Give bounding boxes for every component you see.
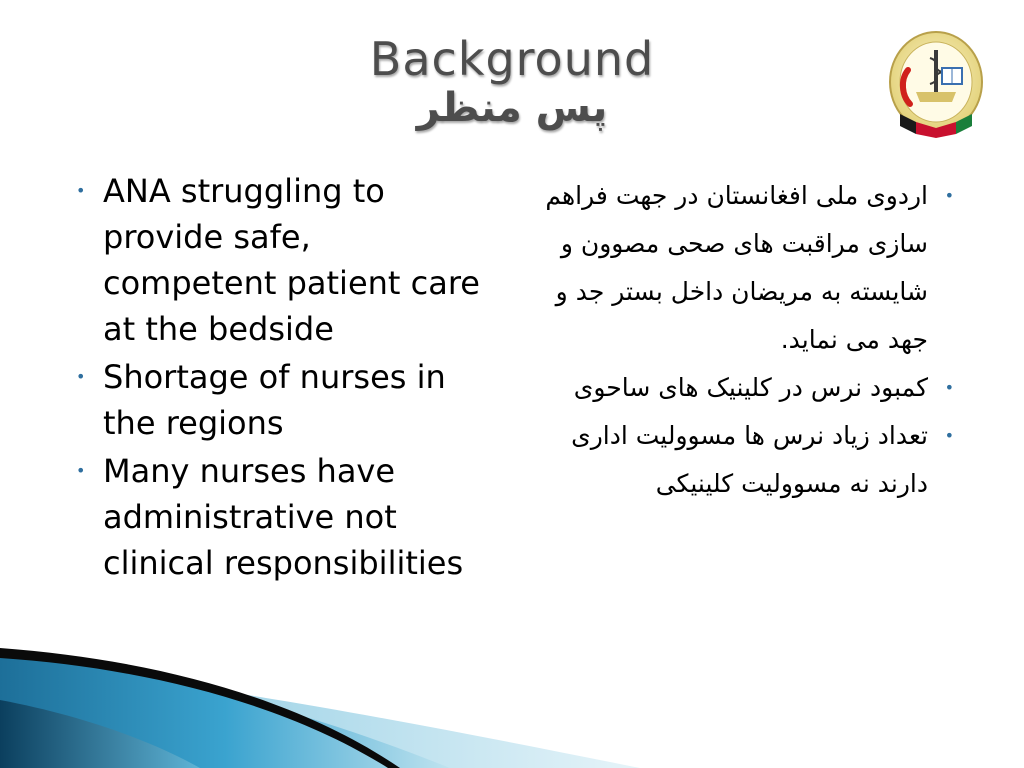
emblem-logo-icon (886, 30, 986, 140)
bullet-text: اردوی ملی افغانستان در جهت فراهم سازی مراقبت های صحی مصوون و شایسته به مریضان داخل بستر جد و جهد می نماید. (545, 181, 928, 354)
slide-title (200, 30, 824, 132)
bullet-item-dari (520, 172, 960, 364)
bullet-item-english (72, 448, 492, 586)
bullet-text: Shortage of nurses in the regions (103, 358, 446, 442)
title-english: Background (369, 32, 655, 86)
wave-dark-line (0, 648, 400, 768)
bullet-text: تعداد زیاد نرس ها مسوولیت اداری دارند نه مسوولیت کلینیکی (571, 421, 928, 498)
bullet-item-english (72, 168, 492, 352)
bullet-text: Many nurses have administrative not clinical responsibilities (103, 452, 464, 582)
dari-bullet-list (520, 172, 960, 508)
bullet-icon: • (944, 426, 954, 445)
bullet-item-english (72, 354, 492, 446)
english-bullet-list (72, 168, 492, 588)
wave-light (0, 660, 640, 768)
bullet-text: ANA struggling to provide safe, competent patient care at the bedside (103, 172, 480, 348)
bullet-text: کمبود نرس در کلینیک های ساحوی (573, 373, 928, 402)
bullet-item-dari (520, 364, 960, 412)
wave-dark (0, 700, 200, 768)
bullet-icon: • (944, 378, 954, 397)
title-dari: پس منظر (416, 85, 608, 131)
bullet-item-dari (520, 412, 960, 508)
wave-blue (0, 650, 450, 768)
bullet-icon: • (76, 181, 86, 200)
bullet-icon: • (76, 367, 86, 386)
bullet-icon: • (76, 461, 86, 480)
bullet-icon: • (944, 186, 954, 205)
